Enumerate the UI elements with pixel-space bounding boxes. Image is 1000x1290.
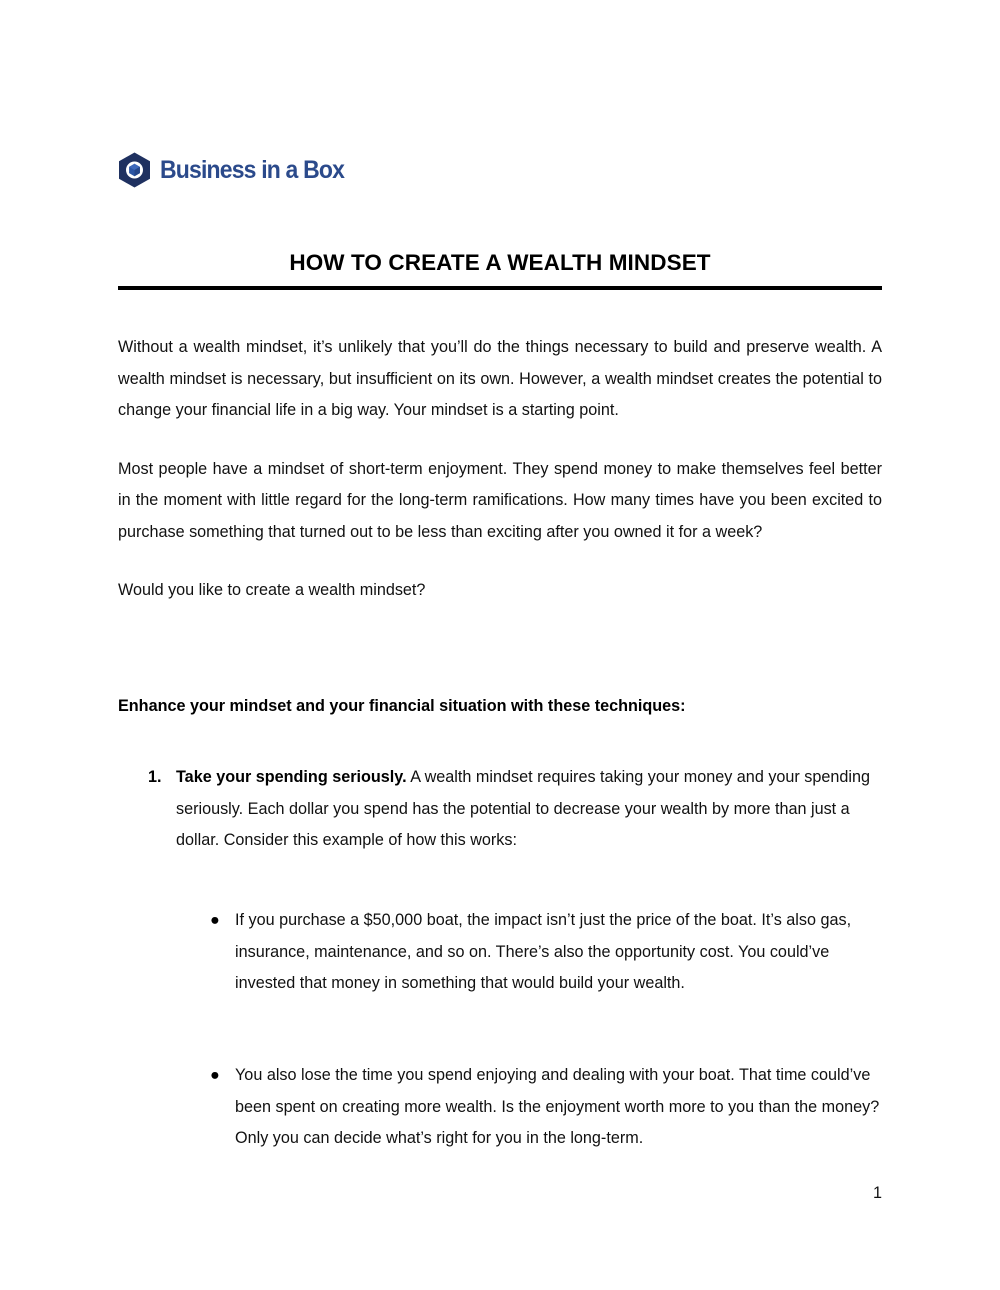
techniques-lead-in: Enhance your mindset and your financial situation with these techniques: (118, 696, 686, 715)
paragraph-1: Without a wealth mindset, it’s unlikely that you’ll do the things necessary to build and preserve wealth. A wealth mindset is necessary, but insufficient on its own. However, a wealth mindset creates the potential to change your financial life in a big way. Your mindset is a starting point. (118, 338, 882, 419)
bullet-text: If you purchase a $50,000 boat, the impact isn’t just the price of the boat. It’s also gas, insurance, maintenance, and so on. There’s also the opportunity cost. You could’ve invested that money in something that would build your wealth. (235, 911, 852, 992)
list-item-body (176, 768, 882, 881)
list-item (118, 1060, 882, 1155)
hexagon-cube-logo-icon (118, 152, 151, 188)
brand-wordmark: Business in a Box (160, 155, 345, 184)
list-item-lead: Take your spending seriously. (176, 768, 407, 786)
paragraph-3: Would you like to create a wealth mindset? (118, 581, 426, 599)
page-title: HOW TO CREATE A WEALTH MINDSET (289, 250, 711, 275)
brand-logo (118, 150, 360, 190)
bullet-text: You also lose the time you spend enjoying and dealing with your boat. That time could’ve been spent on creating more wealth. Is the enjoyment worth more to you than the money? Only you can decide what’s right for you in the long-term. (235, 1066, 880, 1147)
list-item (118, 762, 882, 888)
list-item-text: A wealth mindset requires taking your money and your spending seriously. Each dollar you spend has the potential to decrease your wealth by more than just a dollar. Consider this example of how this works: (176, 768, 871, 849)
title-divider (118, 286, 882, 290)
list-marker-bullet: ● (210, 911, 220, 929)
list-marker-number: 1. (148, 768, 162, 786)
list-marker-bullet: ● (210, 1066, 220, 1084)
example-bullet-list (118, 905, 882, 1155)
techniques-list (118, 762, 882, 888)
paragraph-2: Most people have a mindset of short-term enjoyment. They spend money to make themselves feel better in the moment with little regard for the long-term ramifications. How many times have you been excited to purchase something that turned out to be less than exciting after you owned it for a week? (118, 459, 882, 541)
page-number: 1 (872, 1184, 882, 1202)
section-spacer (118, 634, 882, 691)
document-body (118, 332, 882, 1155)
list-item (118, 905, 882, 1031)
